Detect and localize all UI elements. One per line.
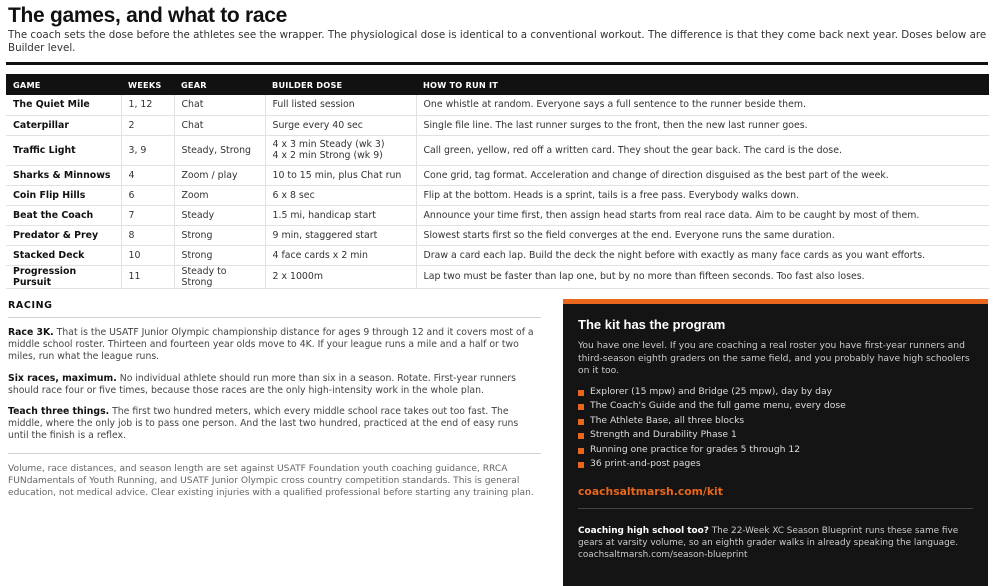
gear-cell: Steady, Strong (174, 135, 265, 165)
weeks-cell: 7 (121, 205, 174, 225)
racing-divider (8, 453, 541, 454)
gear-cell: Steady to Strong (174, 265, 265, 288)
bullet-square-icon (578, 404, 584, 410)
kit-list-item (578, 414, 973, 429)
gear-cell: Zoom (174, 185, 265, 205)
intro-text: The coach sets the dose before the athletes see the wrapper. The physiological dose is identical to a conventional workout. The difference is that they come back next year. Doses below are Builder level. (8, 29, 987, 54)
game-cell: Sharks & Minnows (6, 165, 121, 185)
racing-paragraph (8, 327, 541, 364)
dose-line: 10 to 15 min, plus Chat run (272, 169, 402, 181)
dose-cell (265, 265, 416, 288)
dose-cell (265, 245, 416, 265)
bullet-square-icon (578, 390, 584, 396)
kit-panel (563, 299, 988, 586)
game-cell: Coin Flip Hills (6, 185, 121, 205)
dose-line: 9 min, staggered start (272, 229, 378, 241)
dose-cell (265, 185, 416, 205)
kit-item-text: 36 print-and-post pages (590, 458, 701, 470)
bullet-square-icon (578, 419, 584, 425)
kit-link[interactable]: coachsaltmarsh.com/kit (578, 485, 973, 509)
how-cell: Call green, yellow, red off a written card. They shout the gear back. The card is the dose. (416, 135, 989, 165)
dose-line: 4 x 3 min Steady (wk 3) (272, 139, 385, 150)
racing-text: The first two hundred meters, which every middle school race takes out too fast. The middle, where the only job is to pass one person. And the last two hundred, practiced at the end of easy runs until the finish is a reflex. (8, 406, 519, 442)
table-row (6, 165, 989, 185)
game-cell: The Quiet Mile (6, 95, 121, 115)
racing-text: No individual athlete should run more than six in a season. Rotate. First-year runners should race four or five times, because those races are the only high-intensity work in the whole plan. (8, 372, 516, 396)
disclaimer-note: Volume, race distances, and season length are set against USATF Foundation youth coaching guidance, RRCA FUNdamentals of Youth Running, and USATF Junior Olympic cross country competition standards. This is general education, not medical advice. Clear existing injuries with a qualified professional before starting any training plan. (8, 463, 534, 499)
weeks-cell: 8 (121, 225, 174, 245)
dose-line: Full listed session (272, 99, 355, 111)
gear-cell: Strong (174, 225, 265, 245)
table-row (6, 185, 989, 205)
gear-cell: Chat (174, 95, 265, 115)
racing-heading: RACING (8, 300, 541, 318)
table-row (6, 95, 989, 115)
col-header-game: GAME (6, 74, 121, 95)
gear-cell: Strong (174, 245, 265, 265)
kit-list-item (578, 428, 973, 443)
dose-cell (265, 135, 416, 165)
how-cell: Lap two must be faster than lap one, but by no more than fifteen seconds. Too fast also loses. (416, 265, 989, 288)
weeks-cell: 11 (121, 265, 174, 288)
kit-footer (578, 525, 973, 561)
how-cell: Draw a card each lap. Build the deck the night before with exactly as many face cards as you want efforts. (416, 245, 989, 265)
weeks-cell: 2 (121, 115, 174, 135)
kit-list-item (578, 443, 973, 458)
weeks-cell: 4 (121, 165, 174, 185)
table-header-row (6, 74, 989, 95)
dose-line: 6 x 8 sec (272, 189, 315, 201)
dose-line: 2 x 1000m (272, 271, 323, 282)
how-cell: Flip at the bottom. Heads is a sprint, tails is a free pass. Everybody walks down. (416, 185, 989, 205)
dose-cell (265, 205, 416, 225)
dose-line: 1.5 mi, handicap start (272, 209, 376, 221)
dose-line: 4 face cards x 2 min (272, 249, 368, 261)
title-rule (6, 62, 988, 65)
dose-cell (265, 165, 416, 185)
racing-paragraph (8, 373, 541, 397)
kit-item-text: Running one practice for grades 5 through 12 (590, 443, 801, 455)
how-cell: Slowest starts first so the field converges at the end. Everyone runs the same duration. (416, 225, 989, 245)
how-cell: Single file line. The last runner surges to the front, then the new last runner goes. (416, 115, 989, 135)
col-header-how: HOW TO RUN IT (416, 74, 989, 95)
kit-item-text: Explorer (15 mpw) and Bridge (25 mpw), day by day (590, 385, 833, 397)
bullet-square-icon (578, 462, 584, 468)
kit-footer-text: The 22-Week XC Season Blueprint runs these same five gears at varsity volume, so an eighth grader walks in already speaking the language. coachsaltmarsh.com/season-blueprint (578, 526, 959, 561)
weeks-cell: 3, 9 (121, 135, 174, 165)
game-cell: Progression Pursuit (6, 265, 121, 288)
dose-line: Surge every 40 sec (272, 119, 363, 131)
dose-line: 4 x 2 min Strong (wk 9) (272, 150, 383, 161)
table-row (6, 245, 989, 265)
page-title: The games, and what to race (8, 4, 287, 27)
table-row (6, 205, 989, 225)
kit-item-text: Strength and Durability Phase 1 (590, 429, 737, 441)
racing-section (8, 300, 541, 499)
game-cell: Caterpillar (6, 115, 121, 135)
kit-list-item (578, 457, 973, 472)
kit-item-text: The Athlete Base, all three blocks (590, 414, 745, 426)
bullet-square-icon (578, 433, 584, 439)
table-row (6, 115, 989, 135)
dose-cell (265, 95, 416, 115)
racing-lead: Six races, maximum. (8, 372, 117, 384)
how-cell: One whistle at random. Everyone says a full sentence to the runner beside them. (416, 95, 989, 115)
game-cell: Beat the Coach (6, 205, 121, 225)
weeks-cell: 6 (121, 185, 174, 205)
kit-list (578, 385, 973, 473)
weeks-cell: 1, 12 (121, 95, 174, 115)
racing-lead: Teach three things. (8, 406, 110, 418)
col-header-weeks: WEEKS (121, 74, 174, 95)
gear-cell: Zoom / play (174, 165, 265, 185)
dose-cell (265, 115, 416, 135)
col-header-gear: GEAR (174, 74, 265, 95)
racing-paragraph (8, 406, 541, 443)
table-row (6, 265, 989, 288)
racing-lead: Race 3K. (8, 327, 54, 338)
dose-cell (265, 225, 416, 245)
games-table (6, 74, 989, 289)
table-row (6, 225, 989, 245)
racing-text: That is the USATF Junior Olympic championship distance for ages 9 through 12 and it covers most of a middle school roster. Thirteen and fourteen year olds move to 4K. If your league runs a mile and a half or two miles, run what the league runs. (8, 327, 534, 363)
kit-text: You have one level. If you are coaching a real roster you have first-year runners and third-season eighth graders on the same field, and you probably have high schoolers on it too. (578, 340, 970, 376)
gear-cell: Chat (174, 115, 265, 135)
how-cell: Announce your time first, then assign head starts from real race data. Aim to be caught by most of them. (416, 205, 989, 225)
how-cell: Cone grid, tag format. Acceleration and change of direction disguised as the best part of the week. (416, 165, 989, 185)
bullet-square-icon (578, 448, 584, 454)
game-cell: Predator & Prey (6, 225, 121, 245)
kit-item-text: The Coach's Guide and the full game menu, every dose (590, 400, 846, 412)
kit-list-item (578, 385, 973, 400)
kit-list-item (578, 399, 973, 414)
game-cell: Traffic Light (6, 135, 121, 165)
kit-title: The kit has the program (578, 317, 726, 332)
kit-footer-lead: Coaching high school too? (578, 526, 709, 537)
weeks-cell: 10 (121, 245, 174, 265)
table-row (6, 135, 989, 165)
game-cell: Stacked Deck (6, 245, 121, 265)
col-header-dose: BUILDER DOSE (265, 74, 416, 95)
gear-cell: Steady (174, 205, 265, 225)
